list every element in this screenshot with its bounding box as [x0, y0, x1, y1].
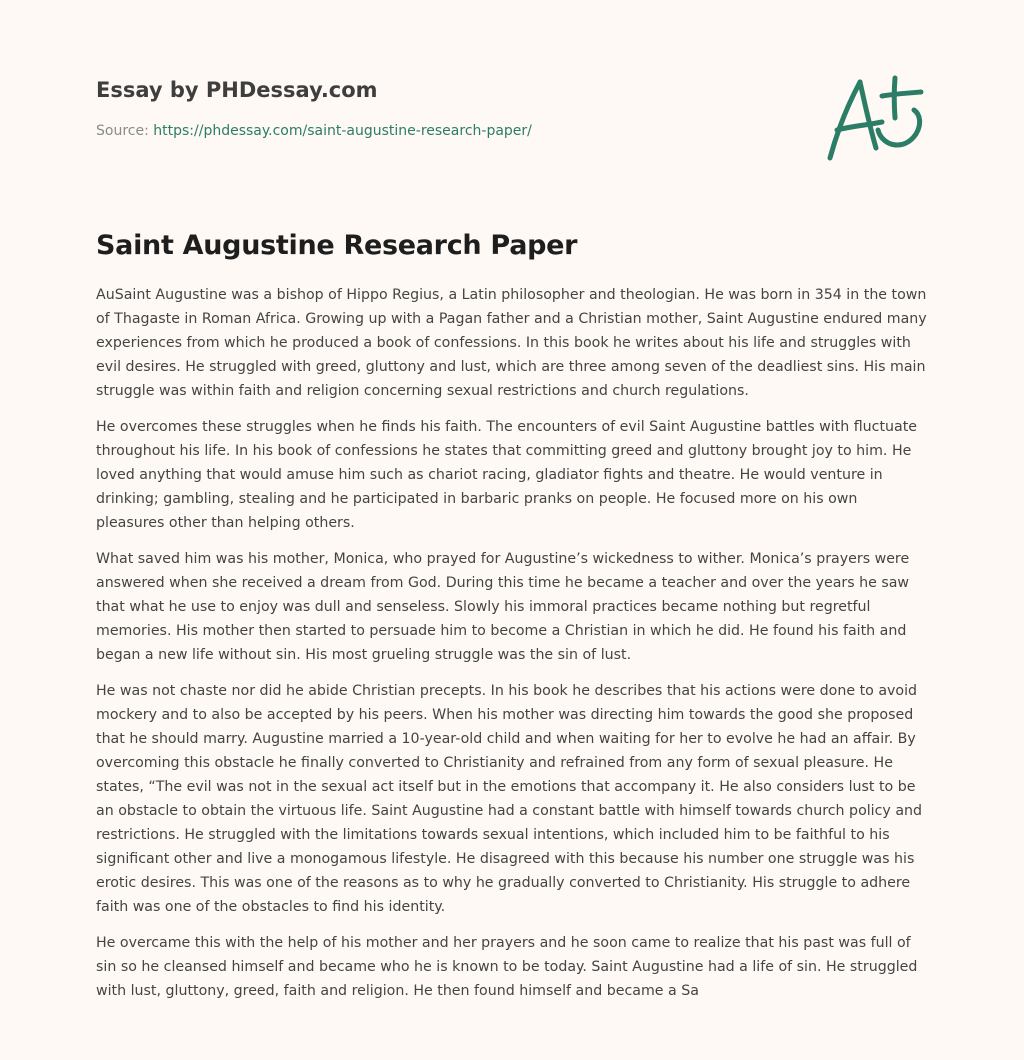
essay-paragraph: AuSaint Augustine was a bishop of Hippo Regius, a Latin philosopher and theologian. He was born in 354 in the town of Thagaste in Roman Africa. Growing up with a Pagan father and a Christian mother, Saint Augustine endured many experiences from which he produced a book of confessions. In this book he writes about his life and struggles with evil desires. He struggled with greed, gluttony and lust, which are three among seven of the deadliest sins. His main struggle was within faith and religion concerning sexual restrictions and church regulations.: [96, 287, 927, 399]
a-plus-logo-icon: [822, 70, 928, 164]
source-line: [96, 121, 796, 141]
essay-title: Saint Augustine Research Paper: [96, 230, 578, 261]
page-header: [96, 74, 796, 141]
essay-content: [96, 226, 928, 1015]
essay-paragraph: He was not chaste nor did he abide Christian precepts. In his book he describes that his actions were done to avoid mockery and to also be accepted by his peers. When his mother was directing him towards the good she proposed that he should marry. Augustine married a 10-year-old child and when waiting for her to evolve he had an affair. By overcoming this obstacle he finally converted to Christianity and refrained from any form of sexual pleasure. He states, “The evil was not in the sexual act itself but in the emotions that accompany it. He also considers lust to be an obstacle to obtain the virtuous life. Saint Augustine had a constant battle with himself towards church policy and restrictions. He struggled with the limitations towards sexual intentions, which included him to be faithful to his significant other and live a monogamous lifestyle. He disagreed with this because his number one struggle was his erotic desires. This was one of the reasons as to why he gradually converted to Christianity. His struggle to adhere faith was one of the obstacles to find his identity.: [96, 683, 923, 915]
site-title: Essay by PHDessay.com: [96, 78, 378, 102]
essay-paragraph: What saved him was his mother, Monica, who prayed for Augustine’s wickedness to wither. Monica’s prayers were answered when she received a dream from God. During this time he became a teacher and over the years he saw that what he use to enjoy was dull and senseless. Slowly his immoral practices became nothing but regretful memories. His mother then started to persuade him to become a Christian in which he did. He found his faith and began a new life without sin. His most grueling struggle was the sin of lust.: [96, 551, 910, 663]
essay-paragraph: He overcomes these struggles when he finds his faith. The encounters of evil Saint Augustine battles with fluctuate throughout his life. In his book of confessions he states that committing greed and gluttony brought joy to him. He loved anything that would amuse him such as chariot racing, gladiator fights and theatre. He would venture in drinking; gambling, stealing and he participated in barbaric pranks on people. He focused more on his own pleasures other than helping others.: [96, 419, 917, 531]
source-link[interactable]: https://phdessay.com/saint-augustine-research-paper/: [153, 123, 532, 139]
source-label: Source:: [96, 123, 149, 139]
essay-paragraph: He overcame this with the help of his mother and her prayers and he soon came to realize that his past was full of sin so he cleansed himself and became who he is known to be today. Saint Augustine had a life of sin. He struggled with lust, gluttony, greed, faith and religion. He then found himself and became a Sa: [96, 935, 918, 999]
